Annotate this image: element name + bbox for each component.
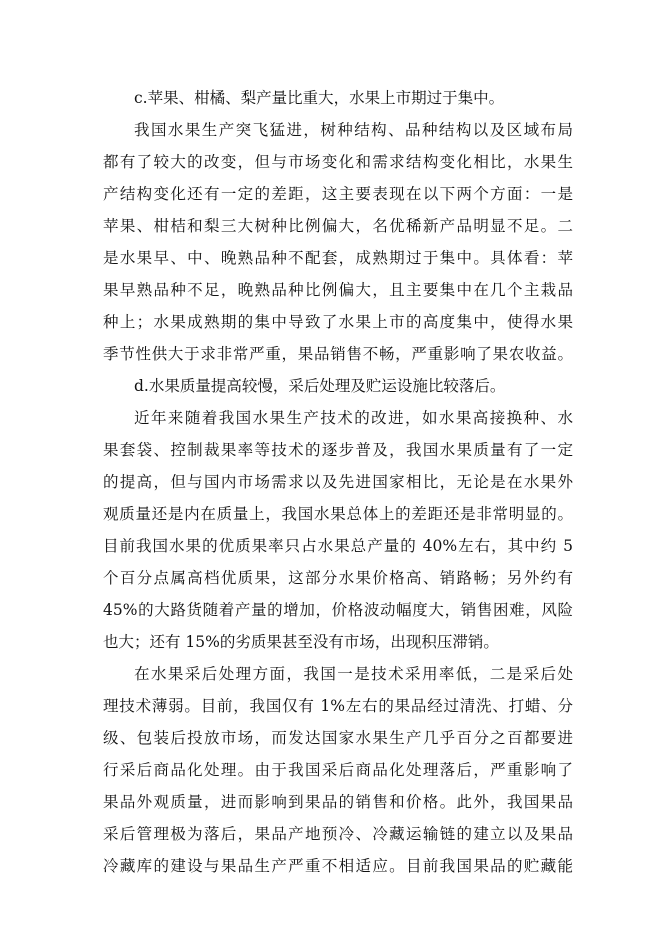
section-c-heading: c.苹果、柑橘、梨产量比重大，水果上市期过于集中。	[134, 89, 505, 107]
section-d-paragraph-line: 45%的大路货随着产量的增加，价格波动幅度大，销售困难，风险	[103, 601, 573, 619]
section-c-paragraph-line: 苹果、柑桔和梨三大树种比例偏大，名优稀新产品明显不足。二	[103, 217, 573, 235]
section-d-paragraph-line: 理技术薄弱。目前，我国仅有 1%左右的果品经过清洗、打蜡、分	[103, 697, 573, 715]
section-d-paragraph-line: 采后管理极为落后，果品产地预冷、冷藏运输链的建立以及果品	[103, 825, 573, 843]
section-d-paragraph-line: 目前我国水果的优质果率只占水果总产量的 40%左右，其中约 5	[103, 537, 573, 555]
section-d-paragraph-line: 近年来随着我国水果生产技术的改进，如水果高接换种、水	[134, 409, 573, 427]
section-c-paragraph-line: 我国水果生产突飞猛进，树种结构、品种结构以及区域布局	[134, 121, 573, 139]
section-d-paragraph-line: 个百分点属高档优质果，这部分水果价格高、销路畅；另外约有	[103, 569, 573, 587]
section-c-paragraph-line: 果早熟品种不足，晚熟品种比例偏大，且主要集中在几个主栽品	[103, 281, 573, 299]
section-c-paragraph-line: 季节性供大于求非常严重，果品销售不畅，严重影响了果农收益。	[103, 345, 573, 363]
section-d-paragraph-line: 观质量还是内在质量上，我国水果总体上的差距还是非常明显的。	[103, 505, 573, 523]
section-d-paragraph-line: 的提高，但与国内市场需求以及先进国家相比，无论是在水果外	[103, 473, 573, 491]
section-d-paragraph-line: 在水果采后处理方面，我国一是技术采用率低，二是采后处	[134, 665, 573, 683]
section-d-paragraph-line: 行采后商品化处理。由于我国采后商品化处理落后，严重影响了	[103, 761, 573, 779]
section-d-paragraph-line: 果套袋、控制裁果率等技术的逐步普及，我国水果质量有了一定	[103, 441, 573, 459]
section-d-paragraph-line: 冷藏库的建设与果品生产严重不相适应。目前我国果品的贮藏能	[103, 857, 573, 875]
section-c-paragraph-line: 都有了较大的改变，但与市场变化和需求结构变化相比，水果生	[103, 153, 573, 171]
section-c-paragraph-line: 产结构变化还有一定的差距，这主要表现在以下两个方面：一是	[103, 185, 573, 203]
section-d-paragraph-line: 级、包装后投放市场，而发达国家水果生产几乎百分之百都要进	[103, 729, 573, 747]
section-d-paragraph-line: 果品外观质量，进而影响到果品的销售和价格。此外，我国果品	[103, 793, 573, 811]
section-d-heading: d.水果质量提高较慢，采后处理及贮运设施比较落后。	[134, 377, 506, 395]
section-c-paragraph-line: 是水果早、中、晚熟品种不配套，成熟期过于集中。具体看：苹	[103, 249, 573, 267]
section-c-paragraph-line: 种上；水果成熟期的集中导致了水果上市的高度集中，使得水果	[103, 313, 573, 331]
section-d-paragraph-line: 也大；还有 15%的劣质果甚至没有市场，出现积压滞销。	[103, 633, 499, 651]
